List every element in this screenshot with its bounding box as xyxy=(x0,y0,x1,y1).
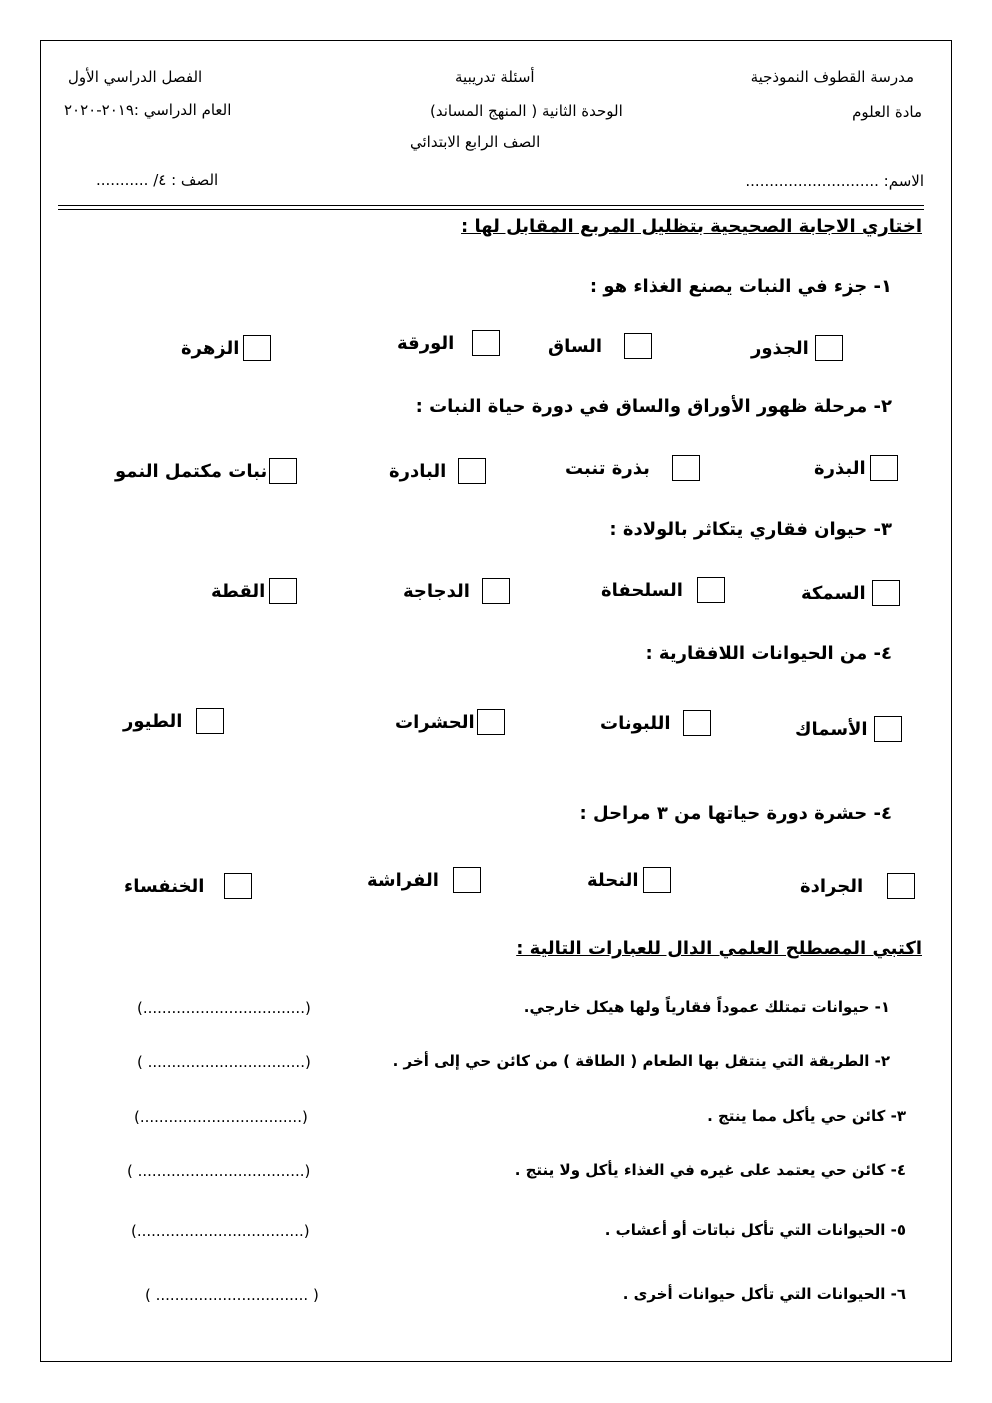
q3-option-4[interactable] xyxy=(211,574,297,608)
checkbox[interactable] xyxy=(269,578,297,604)
term-1-text: ١- حيوانات تمتلك عموداً فقارياً ولها هيكل خارجي. xyxy=(523,998,890,1016)
q4-option-1[interactable] xyxy=(795,712,902,746)
checkbox[interactable] xyxy=(269,458,297,484)
option-label: الدجاجة xyxy=(403,580,470,602)
q3-option-2[interactable] xyxy=(601,573,725,607)
section1-instruction: اختاري الاجابة الصحيحية بتظليل المربع المقابل لها : xyxy=(461,216,922,237)
q4-option-3[interactable] xyxy=(395,705,505,739)
checkbox[interactable] xyxy=(672,455,700,481)
option-label: النحلة xyxy=(587,869,639,891)
semester: الفصل الدراسي الأول xyxy=(68,68,203,86)
q2-option-1[interactable] xyxy=(814,451,898,485)
option-label: القطة xyxy=(211,580,266,602)
checkbox[interactable] xyxy=(870,455,898,481)
doc-title: أسئلة تدريبية xyxy=(455,68,535,86)
q2-option-3[interactable] xyxy=(389,454,486,488)
option-label: الطيور xyxy=(123,710,183,732)
term-3-blank[interactable]: (..................................) xyxy=(134,1108,308,1126)
q5-option-1[interactable] xyxy=(800,869,915,903)
q3-option-3[interactable] xyxy=(403,574,510,608)
checkbox[interactable] xyxy=(697,577,725,603)
class-field[interactable]: الصف : ٤/ ........... xyxy=(96,171,219,189)
option-label: البادرة xyxy=(389,460,447,482)
checkbox[interactable] xyxy=(887,873,915,899)
q4-option-2[interactable] xyxy=(600,706,711,740)
school-name: مدرسة القطوف النموذجية xyxy=(750,68,914,86)
checkbox[interactable] xyxy=(224,873,252,899)
checkbox[interactable] xyxy=(872,580,900,606)
checkbox[interactable] xyxy=(196,708,224,734)
q1-option-4[interactable] xyxy=(181,331,271,365)
term-1-blank[interactable]: (..................................) xyxy=(137,999,311,1017)
name-field[interactable]: الاسم: ............................ xyxy=(745,172,924,190)
checkbox[interactable] xyxy=(243,335,271,361)
checkbox[interactable] xyxy=(624,333,652,359)
q1-option-1[interactable] xyxy=(751,331,843,365)
checkbox[interactable] xyxy=(643,867,671,893)
checkbox[interactable] xyxy=(482,578,510,604)
school-year: العام الدراسي :٢٠١٩-٢٠٢٠ xyxy=(64,101,232,119)
checkbox[interactable] xyxy=(472,330,500,356)
checkbox[interactable] xyxy=(458,458,486,484)
term-4-blank[interactable]: ( ...................................) xyxy=(127,1162,311,1180)
option-label: بذرة تنبت xyxy=(565,457,650,479)
term-4-text: ٤- كائن حي يعتمد على غيره في الغذاء يأكل ولا ينتج . xyxy=(514,1161,906,1179)
unit-title: الوحدة الثانية ( المنهج المساند) xyxy=(430,102,623,120)
q5-option-4[interactable] xyxy=(124,869,252,903)
checkbox[interactable] xyxy=(477,709,505,735)
option-label: الخنفساء xyxy=(124,875,205,897)
option-label: الفراشة xyxy=(367,869,439,891)
term-6-text: ٦- الحيوانات التي تأكل حيوانات أخرى . xyxy=(622,1285,906,1303)
option-label: الساق xyxy=(548,335,603,357)
option-label: الجذور xyxy=(751,337,809,359)
q5-option-2[interactable] xyxy=(587,863,671,897)
question-3: ٣- حيوان فقاري يتكاثر بالولادة : xyxy=(609,519,892,540)
option-label: الورقة xyxy=(397,332,455,354)
q5-option-3[interactable] xyxy=(367,863,481,897)
option-label: نبات مكتمل النمو xyxy=(115,460,268,482)
term-3-text: ٣- كائن حي يأكل مما ينتج . xyxy=(707,1107,906,1125)
q1-option-2[interactable] xyxy=(548,329,652,363)
option-label: الحشرات xyxy=(395,711,475,733)
q2-option-2[interactable] xyxy=(565,451,700,485)
checkbox[interactable] xyxy=(453,867,481,893)
q1-option-3[interactable] xyxy=(397,326,500,360)
question-4: ٤- من الحيوانات اللافقارية : xyxy=(645,643,892,664)
option-label: الجرادة xyxy=(800,875,864,897)
q3-option-1[interactable] xyxy=(801,576,900,610)
subject: مادة العلوم xyxy=(852,103,922,121)
header-divider xyxy=(58,205,924,206)
option-label: البذرة xyxy=(814,457,866,479)
option-label: اللبونات xyxy=(600,712,671,734)
question-1: ١- جزء في النبات يصنع الغذاء هو : xyxy=(589,276,892,297)
term-6-blank[interactable]: ( ................................ ) xyxy=(145,1286,319,1304)
header-divider-2 xyxy=(58,209,924,210)
question-2: ٢- مرحلة ظهور الأوراق والساق في دورة حياة النبات : xyxy=(415,396,892,417)
option-label: السلحفاة xyxy=(601,579,683,601)
q4-option-4[interactable] xyxy=(123,704,224,738)
option-label: السمكة xyxy=(801,582,866,604)
checkbox[interactable] xyxy=(683,710,711,736)
checkbox[interactable] xyxy=(874,716,902,742)
grade-title: الصف الرابع الابتدائي xyxy=(410,133,541,151)
term-5-blank[interactable]: (...................................) xyxy=(131,1222,310,1240)
checkbox[interactable] xyxy=(815,335,843,361)
section2-instruction: اكتبي المصطلح العلمي الدال للعبارات التالية : xyxy=(516,938,922,959)
term-2-text: ٢- الطريقة التي ينتقل بها الطعام ( الطاقة ) من كائن حي إلى أخر . xyxy=(392,1052,890,1070)
q2-option-4[interactable] xyxy=(115,454,297,488)
term-2-blank[interactable]: ( .................................) xyxy=(137,1053,311,1071)
question-5: ٤- حشرة دورة حياتها من ٣ مراحل : xyxy=(579,803,892,824)
option-label: الزهرة xyxy=(181,337,240,359)
option-label: الأسماك xyxy=(795,718,868,740)
term-5-text: ٥- الحيوانات التي تأكل نباتات أو أعشاب . xyxy=(604,1221,906,1239)
